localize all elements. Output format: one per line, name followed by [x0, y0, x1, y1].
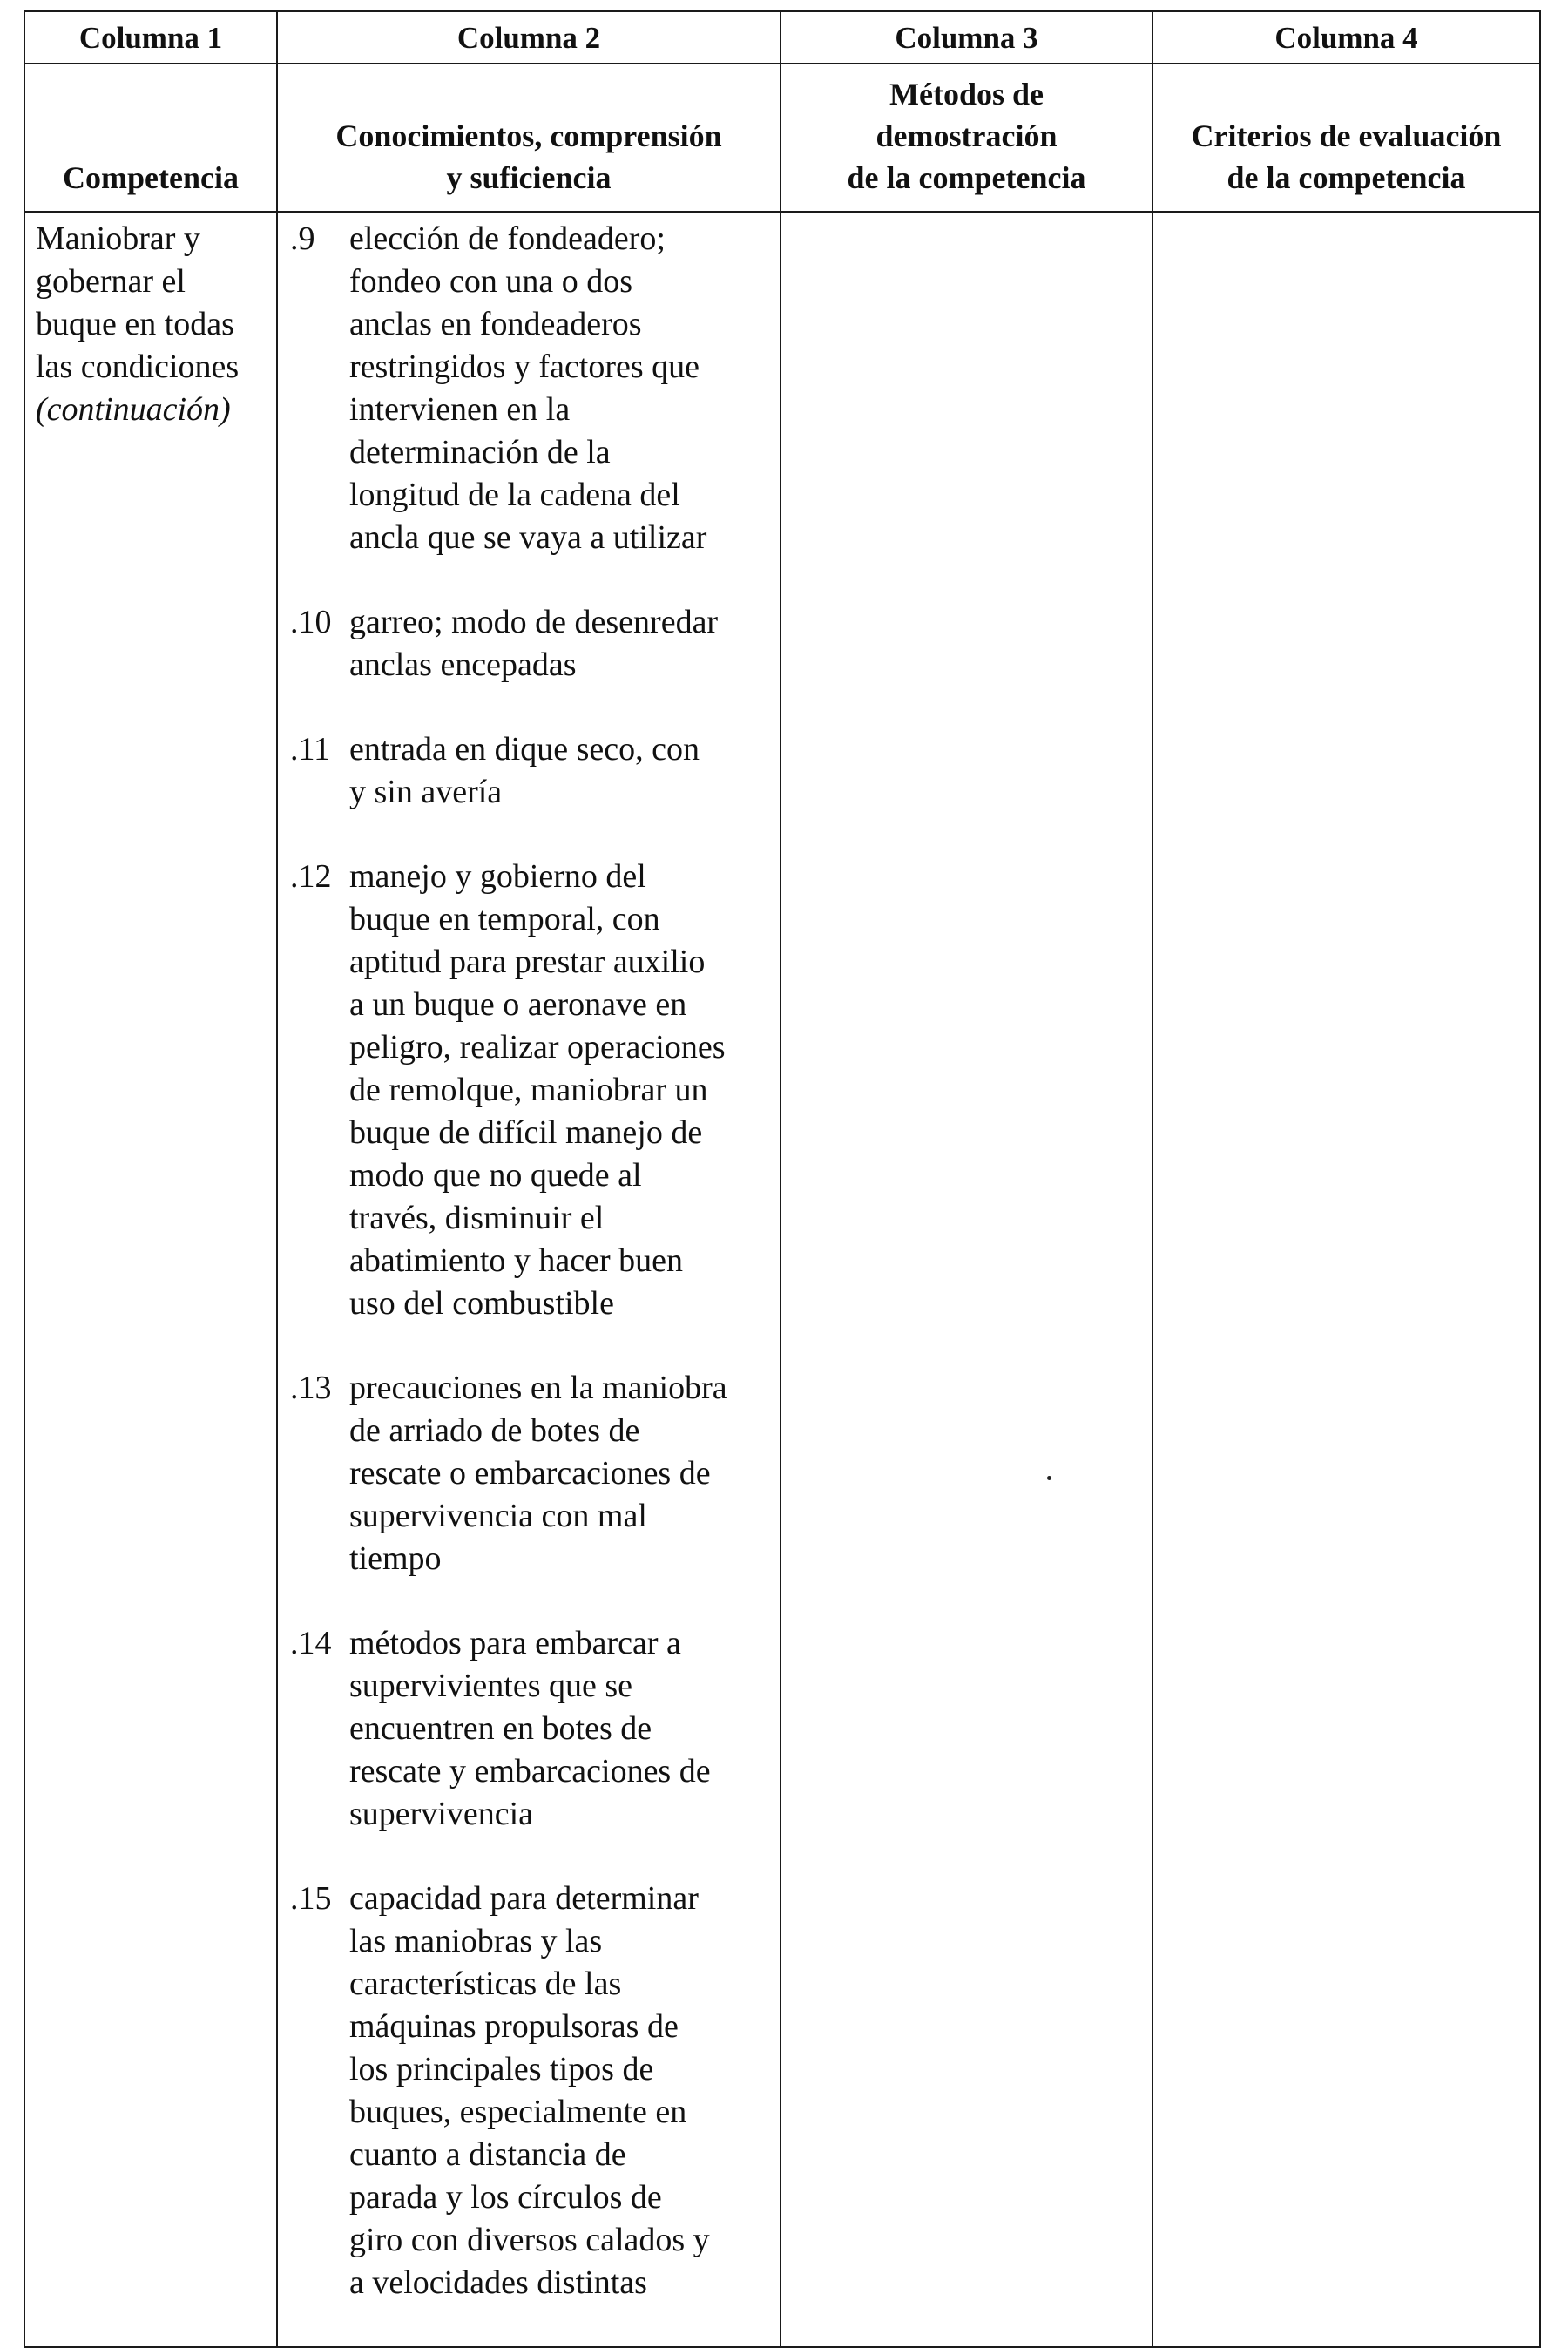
column-number-4: Columna 4	[1152, 11, 1540, 64]
competence-line: gobernar el	[36, 263, 186, 300]
item-line: capacidad para determinar	[349, 1880, 699, 1917]
scan-speck	[1047, 1476, 1051, 1480]
item-line: las maniobras y las	[349, 1923, 603, 1959]
column-number-row	[24, 11, 1540, 64]
item-line: los principales tipos de	[349, 2051, 654, 2087]
column-number-3: Columna 3	[781, 11, 1152, 64]
criteria-cell	[1152, 212, 1540, 2347]
methods-cell	[781, 212, 1152, 2347]
item-line: encuentren en botes de	[349, 1710, 652, 1747]
heading-line: Criterios de evaluación	[1191, 118, 1502, 153]
knowledge-list	[278, 218, 769, 2304]
item-number: .13	[290, 1370, 332, 1406]
item-line: restringidos y factores que	[349, 348, 700, 385]
heading-criterios	[1152, 64, 1540, 212]
item-line: precauciones en la maniobra	[349, 1370, 727, 1406]
item-text	[349, 1878, 769, 2304]
competence-cell	[24, 212, 277, 2347]
heading-line: Métodos de	[889, 77, 1044, 112]
heading-line: de la competencia	[847, 160, 1086, 195]
knowledge-item	[278, 728, 769, 814]
knowledge-cell	[277, 212, 781, 2347]
item-line: manejo y gobierno del	[349, 858, 646, 895]
heading-line: Competencia	[63, 160, 239, 195]
item-number: .14	[290, 1625, 332, 1661]
item-text	[349, 728, 769, 814]
item-line: tiempo	[349, 1540, 442, 1577]
item-line: supervivencia con mal	[349, 1498, 647, 1534]
competence-line: Maniobrar y	[36, 220, 200, 257]
knowledge-item	[278, 856, 769, 1325]
item-number: .10	[290, 604, 332, 640]
item-line: través, disminuir el	[349, 1200, 605, 1236]
item-line: ancla que se vaya a utilizar	[349, 519, 707, 556]
item-line: entrada en dique seco, con	[349, 731, 700, 768]
heading-conocimientos	[277, 64, 781, 212]
heading-line: demostración	[875, 118, 1058, 153]
competence-table	[24, 10, 1541, 2348]
item-line: elección de fondeadero;	[349, 220, 666, 257]
item-number: .9	[290, 220, 315, 257]
item-line: garreo; modo de desenredar	[349, 604, 719, 640]
item-line: a velocidades distintas	[349, 2264, 647, 2301]
item-line: anclas en fondeaderos	[349, 306, 642, 342]
item-text	[349, 218, 769, 559]
knowledge-item	[278, 1622, 769, 1836]
item-text	[349, 856, 769, 1325]
item-line: longitud de la cadena del	[349, 477, 680, 513]
item-line: giro con diversos calados y	[349, 2222, 710, 2258]
item-line: abatimiento y hacer buen	[349, 1242, 684, 1279]
continuation-note: (continuación)	[36, 391, 231, 428]
column-number-1: Columna 1	[24, 11, 277, 64]
item-text	[349, 1622, 769, 1836]
item-line: uso del combustible	[349, 1285, 614, 1322]
heading-line: Conocimientos, comprensión	[335, 118, 722, 153]
item-line: características de las	[349, 1966, 622, 2002]
heading-metodos	[781, 64, 1152, 212]
column-number-2: Columna 2	[277, 11, 781, 64]
competence-line: buque en todas	[36, 306, 234, 342]
heading-line: y suficiencia	[446, 160, 612, 195]
item-line: cuanto a distancia de	[349, 2136, 626, 2173]
item-line: fondeo con una o dos	[349, 263, 633, 300]
body-row	[24, 212, 1540, 2347]
item-line: a un buque o aeronave en	[349, 986, 687, 1023]
item-line: determinación de la	[349, 434, 611, 470]
item-line: rescate y embarcaciones de	[349, 1753, 711, 1790]
item-line: peligro, realizar operaciones	[349, 1029, 726, 1066]
knowledge-item	[278, 218, 769, 559]
item-line: y sin avería	[349, 774, 503, 810]
item-line: supervivencia	[349, 1796, 534, 1832]
item-line: anclas encepadas	[349, 646, 577, 683]
item-number: .12	[290, 858, 332, 895]
item-line: buque en temporal, con	[349, 901, 660, 937]
item-line: supervivientes que se	[349, 1668, 633, 1704]
item-number: .11	[290, 731, 331, 768]
item-line: modo que no quede al	[349, 1157, 642, 1194]
item-line: de arriado de botes de	[349, 1412, 640, 1449]
knowledge-item	[278, 1367, 769, 1580]
knowledge-item	[278, 601, 769, 687]
item-line: rescate o embarcaciones de	[349, 1455, 711, 1492]
column-heading-row	[24, 64, 1540, 212]
item-text	[349, 1367, 769, 1580]
heading-line: de la competencia	[1227, 160, 1466, 195]
heading-competencia	[24, 64, 277, 212]
item-line: buque de difícil manejo de	[349, 1114, 703, 1151]
item-line: de remolque, maniobrar un	[349, 1072, 708, 1108]
item-number: .15	[290, 1880, 332, 1917]
item-line: buques, especialmente en	[349, 2094, 687, 2130]
item-line: máquinas propulsoras de	[349, 2008, 679, 2045]
competence-line: las condiciones	[36, 348, 240, 385]
item-line: métodos para embarcar a	[349, 1625, 681, 1661]
item-line: aptitud para prestar auxilio	[349, 944, 706, 980]
item-line: parada y los círculos de	[349, 2179, 662, 2216]
knowledge-item	[278, 1878, 769, 2304]
item-text	[349, 601, 769, 687]
item-line: intervienen en la	[349, 391, 571, 428]
